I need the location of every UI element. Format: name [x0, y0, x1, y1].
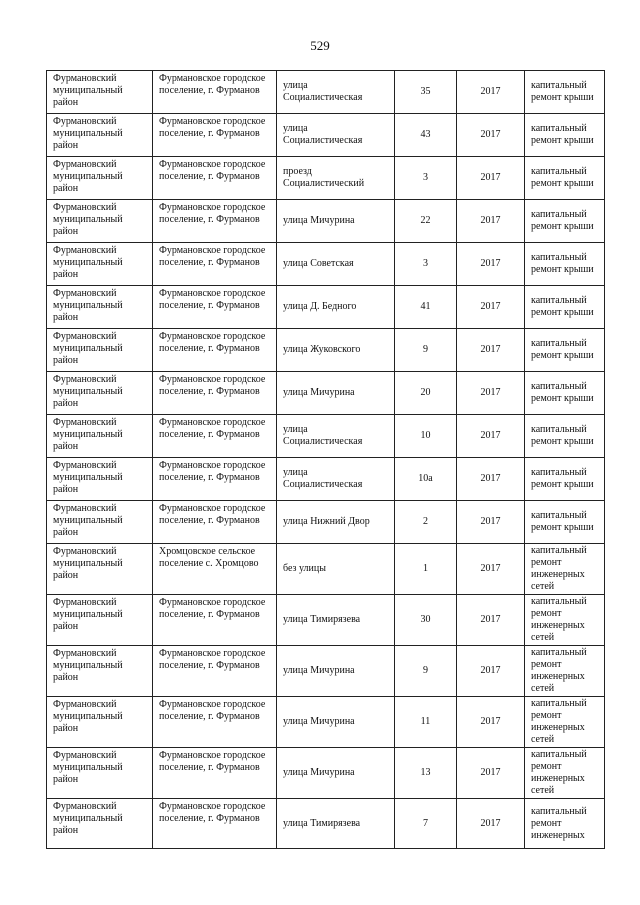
table-row: [47, 200, 605, 243]
cell-house: 43: [395, 114, 457, 157]
cell-street: улица Нижний Двор: [277, 501, 395, 544]
cell-work: капитальный ремонт крыши: [525, 286, 605, 329]
cell-street: улица Социалистическая: [277, 415, 395, 458]
cell-house: 10: [395, 415, 457, 458]
cell-house: 9: [395, 329, 457, 372]
cell-district: Фурмановский муниципальный район: [47, 595, 153, 646]
table-row: [47, 595, 605, 646]
cell-street: улица Мичурина: [277, 646, 395, 697]
cell-house: 9: [395, 646, 457, 697]
cell-house: 13: [395, 748, 457, 799]
table-row: [47, 329, 605, 372]
cell-work: капитальный ремонт крыши: [525, 114, 605, 157]
cell-year: 2017: [457, 415, 525, 458]
cell-year: 2017: [457, 458, 525, 501]
cell-district: Фурмановский муниципальный район: [47, 372, 153, 415]
cell-settlement: Хромцовское сельское поселение с. Хромцово: [153, 544, 277, 595]
cell-work: капитальный ремонт крыши: [525, 200, 605, 243]
cell-work: капитальный ремонт инженерных сетей: [525, 748, 605, 799]
table-row: [47, 114, 605, 157]
cell-settlement: Фурмановское городское поселение, г. Фурманов: [153, 114, 277, 157]
cell-work: капитальный ремонт инженерных сетей: [525, 646, 605, 697]
cell-work: капитальный ремонт инженерных сетей: [525, 544, 605, 595]
table-row: [47, 646, 605, 697]
cell-street: улица Мичурина: [277, 200, 395, 243]
cell-year: 2017: [457, 799, 525, 849]
cell-district: Фурмановский муниципальный район: [47, 544, 153, 595]
cell-district: Фурмановский муниципальный район: [47, 458, 153, 501]
table-row: [47, 286, 605, 329]
cell-settlement: Фурмановское городское поселение, г. Фурманов: [153, 200, 277, 243]
table-row: [47, 501, 605, 544]
cell-year: 2017: [457, 200, 525, 243]
cell-settlement: Фурмановское городское поселение, г. Фурманов: [153, 157, 277, 200]
cell-district: Фурмановский муниципальный район: [47, 646, 153, 697]
cell-year: 2017: [457, 329, 525, 372]
cell-work: капитальный ремонт крыши: [525, 329, 605, 372]
cell-work: капитальный ремонт крыши: [525, 243, 605, 286]
cell-house: 30: [395, 595, 457, 646]
table-row: [47, 71, 605, 114]
table-row: [47, 415, 605, 458]
cell-settlement: Фурмановское городское поселение, г. Фурманов: [153, 748, 277, 799]
cell-street: улица Социалистическая: [277, 458, 395, 501]
cell-street: улица Мичурина: [277, 697, 395, 748]
cell-year: 2017: [457, 748, 525, 799]
cell-district: Фурмановский муниципальный район: [47, 157, 153, 200]
cell-house: 3: [395, 157, 457, 200]
cell-year: 2017: [457, 372, 525, 415]
cell-work: капитальный ремонт крыши: [525, 415, 605, 458]
cell-street: улица Советская: [277, 243, 395, 286]
cell-house: 41: [395, 286, 457, 329]
cell-settlement: Фурмановское городское поселение, г. Фурманов: [153, 595, 277, 646]
cell-work: капитальный ремонт крыши: [525, 458, 605, 501]
cell-settlement: Фурмановское городское поселение, г. Фурманов: [153, 799, 277, 849]
cell-settlement: Фурмановское городское поселение, г. Фурманов: [153, 501, 277, 544]
table-row: [47, 748, 605, 799]
cell-settlement: Фурмановское городское поселение, г. Фурманов: [153, 372, 277, 415]
cell-district: Фурмановский муниципальный район: [47, 200, 153, 243]
cell-house: 1: [395, 544, 457, 595]
cell-house: 10а: [395, 458, 457, 501]
table-row: [47, 157, 605, 200]
table-row: [47, 799, 605, 849]
cell-settlement: Фурмановское городское поселение, г. Фурманов: [153, 646, 277, 697]
cell-street: улица Жуковского: [277, 329, 395, 372]
cell-year: 2017: [457, 501, 525, 544]
cell-work: капитальный ремонт крыши: [525, 501, 605, 544]
cell-work: капитальный ремонт крыши: [525, 372, 605, 415]
cell-house: 22: [395, 200, 457, 243]
page-number: 529: [310, 38, 330, 53]
cell-street: улица Социалистическая: [277, 71, 395, 114]
cell-district: Фурмановский муниципальный район: [47, 329, 153, 372]
cell-street: улица Мичурина: [277, 748, 395, 799]
repair-schedule-table: [46, 70, 605, 849]
cell-district: Фурмановский муниципальный район: [47, 501, 153, 544]
cell-year: 2017: [457, 286, 525, 329]
cell-district: Фурмановский муниципальный район: [47, 697, 153, 748]
cell-street: улица Мичурина: [277, 372, 395, 415]
cell-work: капитальный ремонт инженерных сетей: [525, 697, 605, 748]
cell-year: 2017: [457, 157, 525, 200]
cell-work: капитальный ремонт крыши: [525, 71, 605, 114]
table-row: [47, 697, 605, 748]
cell-settlement: Фурмановское городское поселение, г. Фурманов: [153, 286, 277, 329]
cell-district: Фурмановский муниципальный район: [47, 286, 153, 329]
cell-street: улица Тимирязева: [277, 595, 395, 646]
cell-year: 2017: [457, 595, 525, 646]
cell-house: 20: [395, 372, 457, 415]
cell-street: улица Д. Бедного: [277, 286, 395, 329]
cell-house: 35: [395, 71, 457, 114]
cell-settlement: Фурмановское городское поселение, г. Фурманов: [153, 71, 277, 114]
cell-district: Фурмановский муниципальный район: [47, 114, 153, 157]
cell-house: 11: [395, 697, 457, 748]
cell-settlement: Фурмановское городское поселение, г. Фурманов: [153, 329, 277, 372]
table-row: [47, 372, 605, 415]
cell-year: 2017: [457, 114, 525, 157]
cell-district: Фурмановский муниципальный район: [47, 799, 153, 849]
cell-settlement: Фурмановское городское поселение, г. Фурманов: [153, 243, 277, 286]
cell-house: 2: [395, 501, 457, 544]
cell-house: 7: [395, 799, 457, 849]
cell-year: 2017: [457, 71, 525, 114]
table-row: [47, 243, 605, 286]
cell-district: Фурмановский муниципальный район: [47, 415, 153, 458]
cell-year: 2017: [457, 243, 525, 286]
cell-year: 2017: [457, 544, 525, 595]
cell-work: капитальный ремонт инженерных сетей: [525, 595, 605, 646]
cell-settlement: Фурмановское городское поселение, г. Фурманов: [153, 458, 277, 501]
cell-house: 3: [395, 243, 457, 286]
cell-work: капитальный ремонт инженерных: [525, 799, 605, 849]
cell-year: 2017: [457, 697, 525, 748]
cell-street: улица Социалистическая: [277, 114, 395, 157]
cell-district: Фурмановский муниципальный район: [47, 71, 153, 114]
cell-settlement: Фурмановское городское поселение, г. Фурманов: [153, 415, 277, 458]
cell-year: 2017: [457, 646, 525, 697]
cell-street: без улицы: [277, 544, 395, 595]
cell-district: Фурмановский муниципальный район: [47, 243, 153, 286]
cell-street: проезд Социалистический: [277, 157, 395, 200]
cell-street: улица Тимирязева: [277, 799, 395, 849]
table-row: [47, 544, 605, 595]
table-row: [47, 458, 605, 501]
cell-settlement: Фурмановское городское поселение, г. Фурманов: [153, 697, 277, 748]
cell-work: капитальный ремонт крыши: [525, 157, 605, 200]
cell-district: Фурмановский муниципальный район: [47, 748, 153, 799]
